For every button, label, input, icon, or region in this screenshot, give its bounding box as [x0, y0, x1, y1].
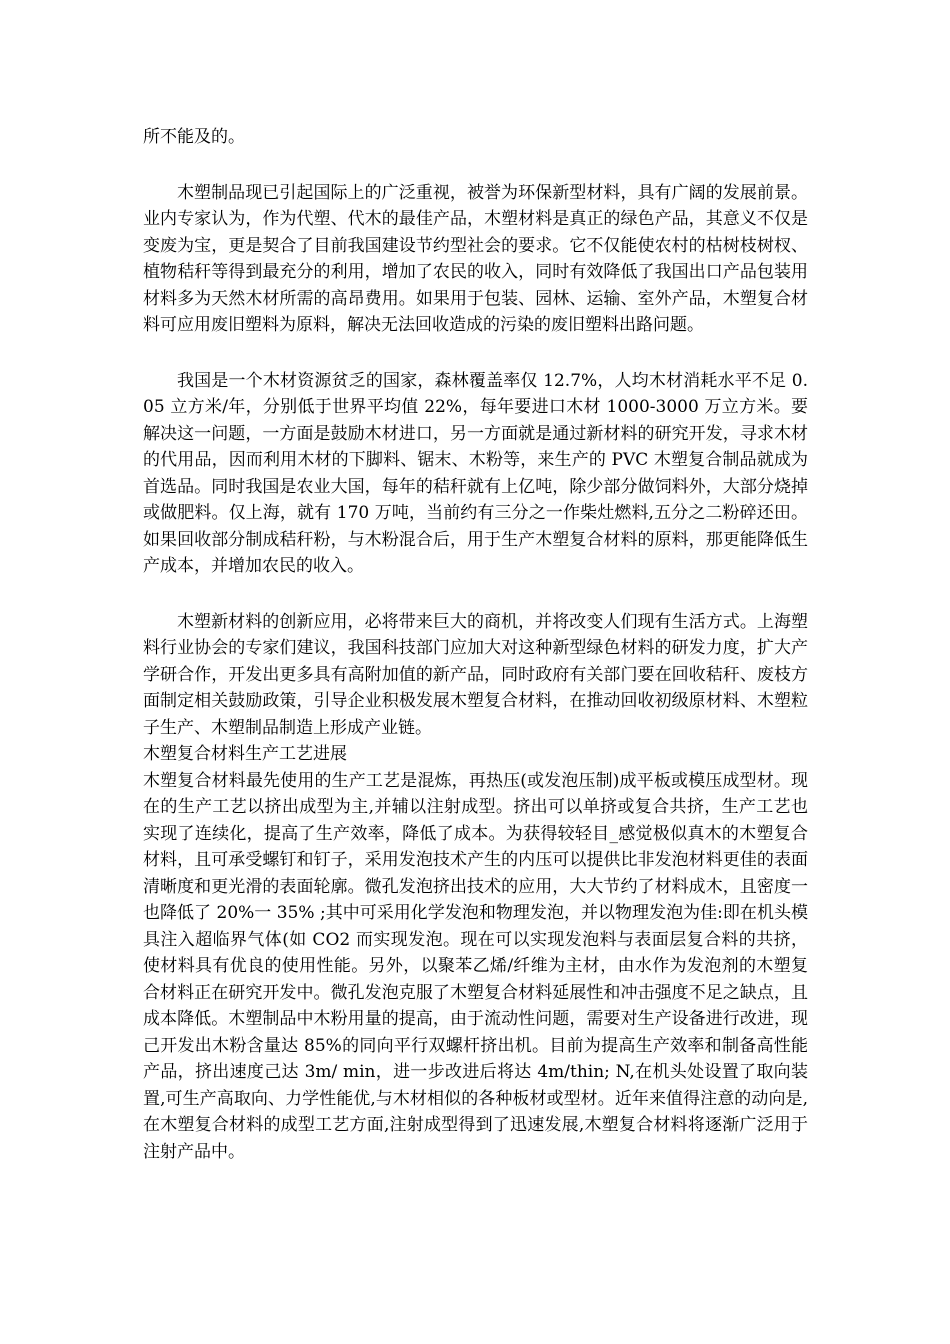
- continuation-text: 所不能及的。: [143, 127, 245, 147]
- section-heading: 木塑复合材料生产工艺进展: [143, 744, 347, 764]
- section-body: 木塑复合材料最先使用的生产工艺是混炼，再热压(或发泡压制)成平板或模压成型材。现在的生产工艺以挤出成型为主,并辅以注射成型。挤出可以单挤或复合共挤，生产工艺也实现了连续化，提高了生产效率，降低了成本。为获得较轻目_感觉极似真木的木塑复合材料，且可承受螺钉和钉子，采用发泡技术产生的内压可以提供比非发泡材料更佳的表面清晰度和更光滑的表面轮廓。微孔发泡挤出技术的应用，大大节约了材料成木，且密度一也降低了 20%一 35% ;其中可采用化学发泡和物理发泡，并以物理发泡为佳:即在机头模具注入超临界气体(如 CO2 而实现发泡。现在可以实现发泡料与表面层复合料的共挤，使材料具有优良的使用性能。另外，以聚苯乙烯/纤维为主材，由水作为发泡剂的木塑复合材料正在研究开发中。微孔发泡克服了木塑复合材料延展性和冲击强度不足之缺点，且成本降低。木塑制品中木粉用量的提高，由于流动性问题，需要对生产设备进行改进，现己开发出木粉含量达 85%的同向平行双螺杆挤出机。目前为提高生产效率和制备高性能产品，挤出速度己达 3m/ min，进一步改进后将达 4m/thin; N,在机头处设置了取向装置,可生产高取向、力学性能优,与木材相似的各种板材或型材。近年来值得注意的动向是,在木塑复合材料的成型工艺方面,注射成型得到了迅速发展,木塑复合材料将逐渐广泛用于注射产品中。: [143, 770, 808, 1162]
- document-body: [143, 124, 808, 1165]
- paragraph-innovation: 木塑新材料的创新应用，必将带来巨大的商机，并将改变人们现有生活方式。上海塑料行业协会的专家们建议，我国科技部门应加大对这种新型绿色材料的研发力度，扩大产学研合作，开发出更多具有高附加值的新产品，同时政府有关部门要在回收秸秆、废枝方面制定相关鼓励政策，引导企业积极发展木塑复合材料，在推动回收初级原材料、木塑粒子生产、木塑制品制造上形成产业链。: [143, 611, 808, 738]
- paragraph-wood-resources: 我国是一个木材资源贫乏的国家，森林覆盖率仅 12.7%，人均木材消耗水平不足 0.05 立方米/年，分别低于世界平均值 22%，每年要进口木材 1000-3000 万立方米。要解决这一问题，一方面是鼓励木材进口，另一方面就是通过新材料的研究开发，寻求木材的代用品，因而利用木材的下脚料、锯末、木粉等，来生产的 PVC 木塑复合制品就成为首选品。同时我国是农业大国，每年的秸秆就有上亿吨，除少部分做饲料外，大部分烧掉或做肥料。仅上海，就有 170 万吨，当前约有三分之一作柴灶燃料,五分之二粉碎还田。如果回收部分制成秸秆粉，与木粉混合后，用于生产木塑复合材料的原料，那更能降低生产成本，并增加农民的收入。: [143, 370, 808, 576]
- paragraph-environmental-value: 木塑制品现已引起国际上的广泛重视，被誉为环保新型材料，具有广阔的发展前景。业内专家认为，作为代塑、代木的最佳产品，木塑材料是真正的绿色产品，其意义不仅是变废为宝，更是契合了目前我国建设节约型社会的要求。它不仅能使农村的枯树枝树杈、植物秸秆等得到最充分的利用，增加了农民的收入，同时有效降低了我国出口产品包装用材料多为天然木材所需的高昂费用。如果用于包装、园林、运输、室外产品，木塑复合材料可应用废旧塑料为原料，解决无法回收造成的污染的废旧塑料出路问题。: [143, 182, 808, 335]
